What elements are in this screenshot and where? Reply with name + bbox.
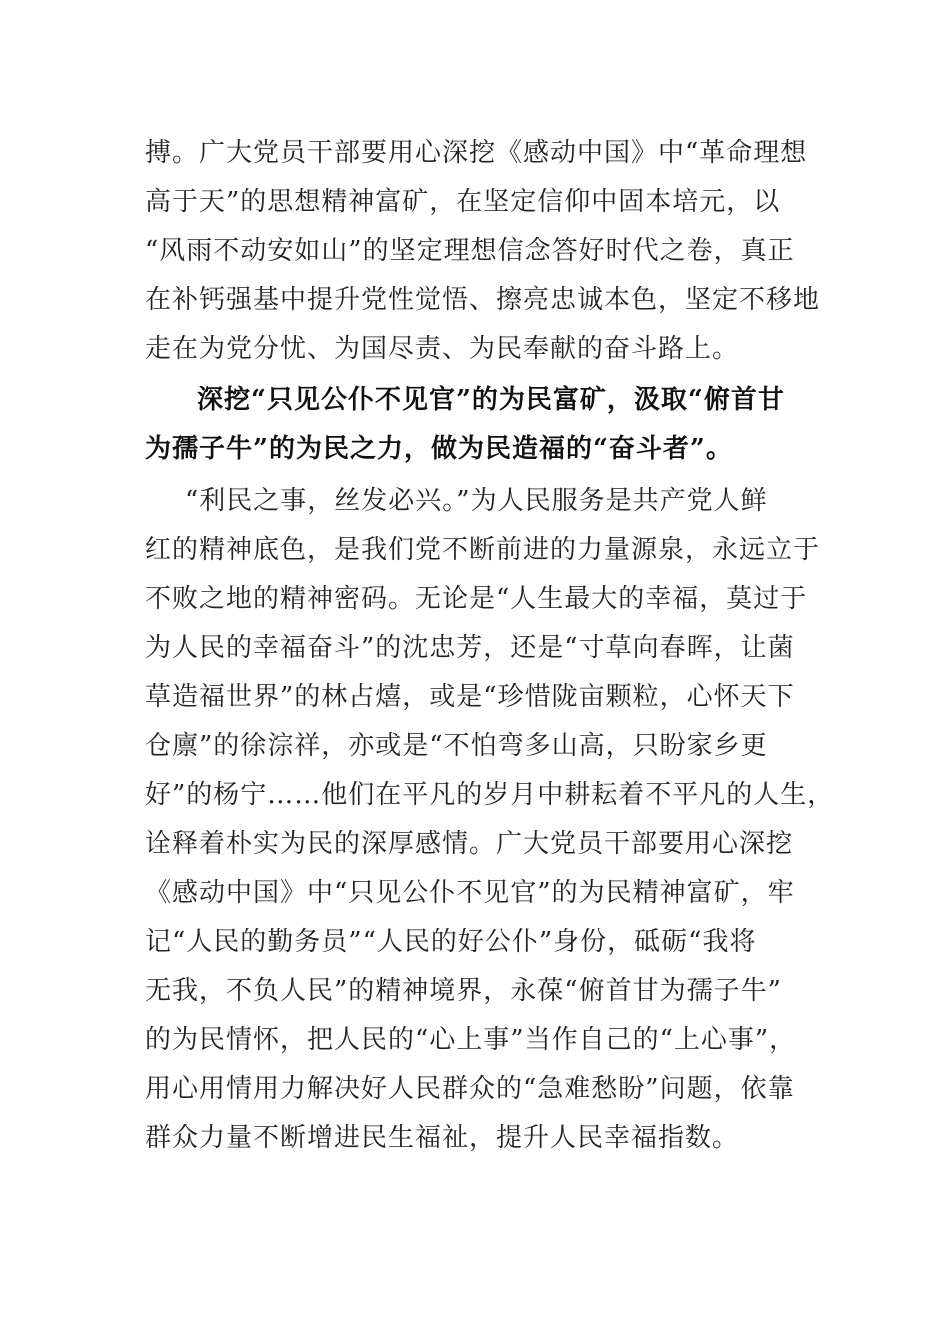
text-line: 草造福世界”的林占熺，或是“珍惜陇亩颗粒，心怀天下 xyxy=(145,682,795,712)
text-line: 记“人民的勤务员”“人民的好公仆”身份，砥砺“我将 xyxy=(145,927,757,957)
text-line: 的为民情怀，把人民的“心上事”当作自己的“上心事”， xyxy=(145,1025,797,1055)
text-line: 搏。广大党员干部要用心深挖《感动中国》中“革命理想 xyxy=(145,138,808,168)
text-line: “利民之事，丝发必兴。”为人民服务是共产党人鲜 xyxy=(185,486,768,516)
section-heading-line: 为孺子牛”的为民之力，做为民造福的“奋斗者”。 xyxy=(145,434,733,464)
section-heading-line: 深挖“只见公仆不见官”的为民富矿，汲取“俯首甘 xyxy=(197,385,785,415)
text-line: 高于天”的思想精神富矿，在坚定信仰中固本培元，以 xyxy=(145,187,781,217)
text-line: 《感动中国》中“只见公仆不见官”的为民精神富矿，牢 xyxy=(145,878,795,908)
text-line: 红的精神底色，是我们党不断前进的力量源泉，永远立于 xyxy=(145,535,821,565)
text-line: 为人民的幸福奋斗”的沈忠芳，还是“寸草向春晖，让菌 xyxy=(145,633,795,663)
text-line: 仓廪”的徐淙祥，亦或是“不怕弯多山高，只盼家乡更 xyxy=(145,731,768,761)
text-line: 不败之地的精神密码。无论是“人生最大的幸福，莫过于 xyxy=(145,584,808,614)
text-line: 群众力量不断增进民生福祉，提升人民幸福指数。 xyxy=(145,1123,740,1153)
text-line: 无我，不负人民”的精神境界，永葆“俯首甘为孺子牛” xyxy=(145,976,782,1006)
text-line: 在补钙强基中提升党性觉悟、擦亮忠诚本色，坚定不移地 xyxy=(145,285,821,315)
text-line: 用心用情用力解决好人民群众的“急难愁盼”问题，依靠 xyxy=(145,1074,795,1104)
text-line: 走在为党分忧、为国尽责、为民奉献的奋斗路上。 xyxy=(145,334,740,364)
text-line: “风雨不动安如山”的坚定理想信念答好时代之卷，真正 xyxy=(145,236,795,266)
text-line: 好”的杨宁……他们在平凡的岁月中耕耘着不平凡的人生， xyxy=(145,780,835,810)
text-line: 诠释着朴实为民的深厚感情。广大党员干部要用心深挖 xyxy=(145,829,794,859)
